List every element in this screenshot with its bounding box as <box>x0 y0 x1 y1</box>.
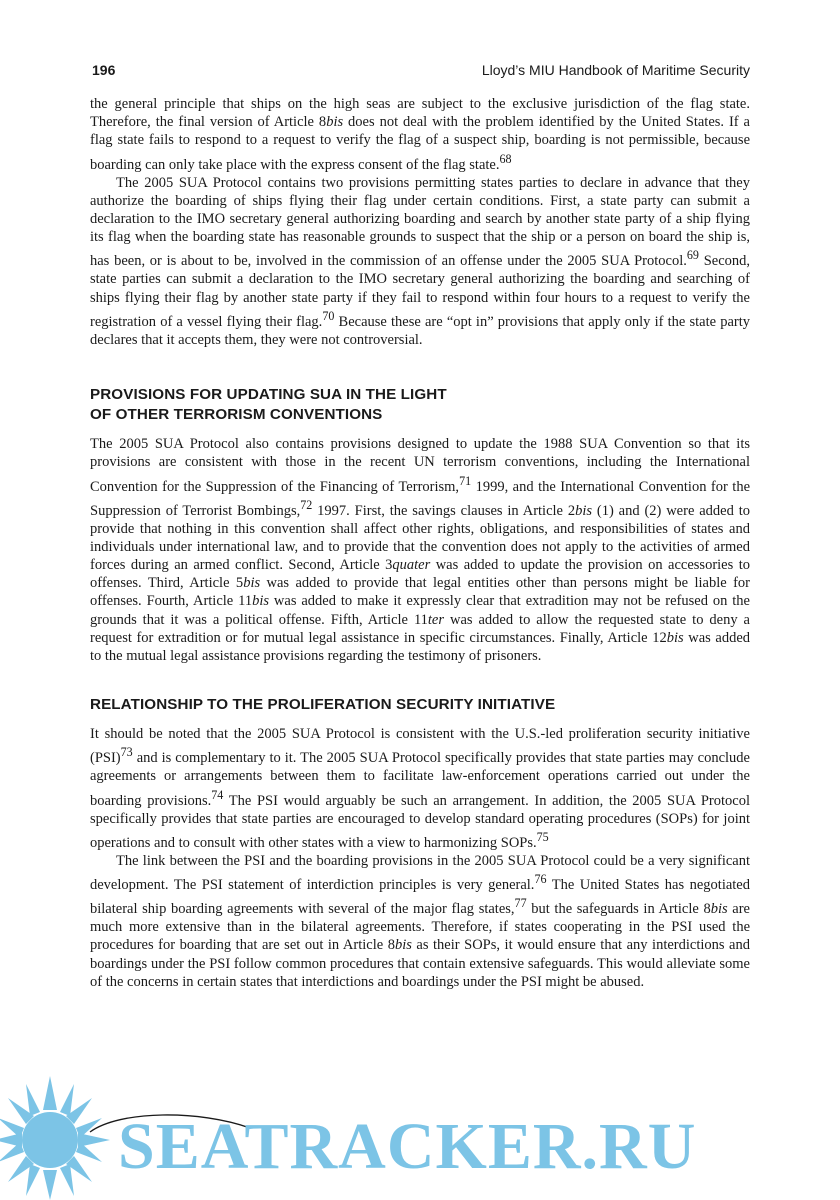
paragraph-5: The link between the PSI and the boarding provisions in the 2005 SUA Protocol could be a very significant development. The PSI statement of interdiction principles is very general.$^{76}$ The United States has negotiated bilateral ship boarding agreements with several of the major flag states,$^{77}$ but the safeguards in Article 8bis are much more extensive than in the bilateral agreements. Therefore, if states cooperating in the PSI used the procedures for boarding that are set out in Article 8bis as their SOPs, it would ensure that any interdictions and boardings under the PSI follow common procedures that contain extensive safeguards. This would alleviate some of the concerns in certain states that interdictions and boardings under the PSI might be abused. <box>90 852 750 990</box>
footnote-ref: 68 <box>499 151 512 166</box>
footnote-ref: 70 <box>322 308 335 323</box>
footnote-ref: 75 <box>536 829 549 844</box>
page-number: 196 <box>92 62 116 78</box>
footnote-ref: 77 <box>514 896 527 911</box>
page-body <box>90 95 750 991</box>
footnote-ref: 73 <box>120 745 133 760</box>
footnote-ref: 72 <box>300 497 313 512</box>
footnote-ref: 76 <box>534 872 547 887</box>
watermark-text: SEATRACKER.RU <box>118 1110 697 1183</box>
paragraph-4: It should be noted that the 2005 SUA Protocol is consistent with the U.S.-led proliferation security initiative (PSI)$^{73}$ and is complementary to it. The 2005 SUA Protocol specifically provides that state parties may conclude agreements or arrangements between them to facilitate law-enforcement operations carried out under the boarding provisions.$^{74}$ The PSI would arguably be such an arrangement. In addition, the 2005 SUA Protocol specifically provides that state parties are encouraged to develop standard operating procedures (SOPs) for joint operations and to consult with other states with a view to harmonizing SOPs.$^{75}$ <box>90 726 750 851</box>
footnote-ref: 69 <box>686 248 699 263</box>
running-head <box>92 62 750 78</box>
section-heading-updating-sua: PROVISIONS FOR UPDATING SUA IN THE LIGHT OF OTHER TERRORISM CONVENTIONS <box>90 386 447 424</box>
paragraph-2: The 2005 SUA Protocol contains two provisions permitting states parties to declare in advance that they authorize the boarding of ships flying their flag under certain conditions. First, a state party can submit a declaration to the IMO secretary general authorizing boarding and search by another state party of a ship flying its flag when the boarding state has reasonable grounds to suspect that the ship or a person on board the ship is, has been, or is about to be, involved in the commission of an offense under the 2005 SUA Protocol.$^{69}$ Second, state parties can submit a declaration to the IMO secretary general authorizing the boarding and searching of ships flying their flag by another state party if they fail to respond within four hours to a request to verify the registration of a vessel flying their flag.$^{70}$ Because these are “opt in” provisions that apply only if the state party declares that it accepts them, they were not controversial. <box>90 174 751 348</box>
book-title: Lloyd’s MIU Handbook of Maritime Security <box>481 62 750 78</box>
paragraph-3: The 2005 SUA Protocol also contains provisions designed to update the 1988 SUA Convention so that its provisions are consistent with those in the recent UN terrorism conventions, including the International Convention for the Suppression of the Financing of Terrorism,$^{71}$ 1999, and the International Convention for the Suppression of Terrorist Bombings,$^{72}$ 1997. First, the savings clauses in Article 2bis (1) and (2) were added to provide that nothing in this convention shall affect other rights, obligations, and responsibilities of states and individuals under international law, and to provide that the convention does not apply to the activities of armed forces during an armed conflict. Second, Article 3quater was added to update the provision on accessories to offenses. Third, Article 5bis was added to provide that legal entities other than persons might be liable for offenses. Fourth, Article 11bis was added to make it expressly clear that extradition may not be refused on the grounds that it was a political offense. Fifth, Article 11ter was added to allow the requested state to deny a request for extradition or for mutual legal assistance in specific circumstances. Finally, Article 12bis was added to the mutual legal assistance provisions regarding the testimony of prisoners. <box>90 436 751 665</box>
footnote-ref: 74 <box>211 787 224 802</box>
paragraph-1: the general principle that ships on the high seas are subject to the exclusive jurisdiction of the flag state. Therefore, the final version of Article 8bis does not deal with the problem identified by the United States. If a flag state fails to respond to a request to verify the flag of a suspect ship, boarding is not permissible, because boarding can only take place with the express consent of the flag state.$^{68}$ <box>90 96 750 173</box>
footnote-ref: 71 <box>459 473 472 488</box>
section-heading-psi: RELATIONSHIP TO THE PROLIFERATION SECURITY INITIATIVE <box>90 696 556 714</box>
